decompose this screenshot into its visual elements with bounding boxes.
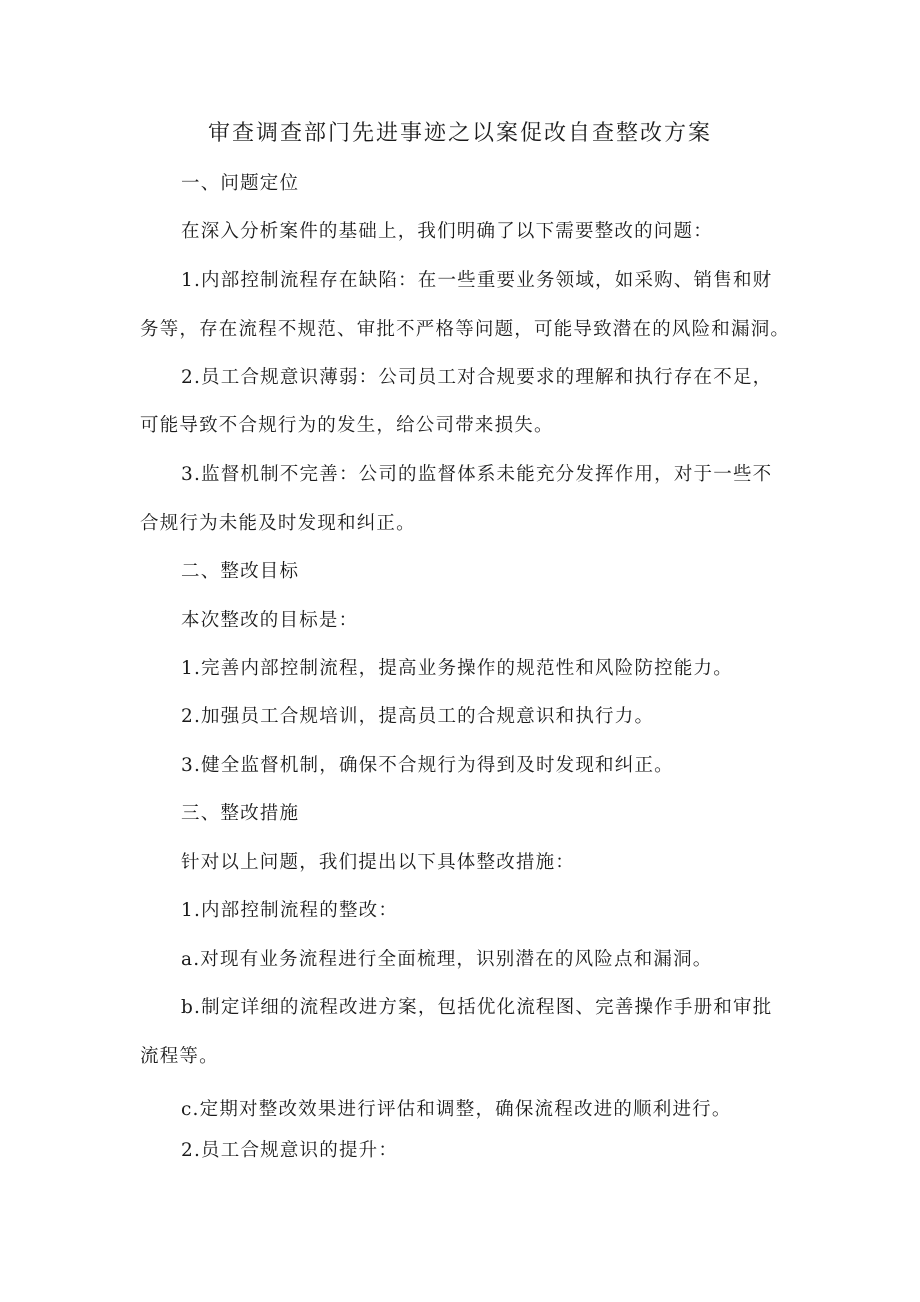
paragraph-line: 合规行为未能及时发现和纠正。 (140, 513, 416, 534)
paragraph-line: 针对以上问题，我们提出以下具体整改措施： (181, 852, 576, 873)
paragraph-line: 务等，存在流程不规范、审批不严格等问题，可能导致潜在的风险和漏洞。 (140, 319, 791, 340)
paragraph-line: a.对现有业务流程进行全面梳理，识别潜在的风险点和漏洞。 (181, 949, 713, 970)
paragraph-line: 流程等。 (140, 1046, 219, 1067)
paragraph-line: b.制定详细的流程改进方案，包括优化流程图、完善操作手册和审批 (181, 997, 773, 1018)
paragraph-line: 2.加强员工合规培训，提高员工的合规意识和执行力。 (181, 706, 655, 727)
paragraph-line: 1.内部控制流程的整改： (181, 900, 399, 921)
paragraph-line: 1.完善内部控制流程，提高业务操作的规范性和风险防控能力。 (181, 658, 733, 679)
paragraph-line: 可能导致不合规行为的发生，给公司带来损失。 (140, 415, 554, 436)
paragraph-line: 2.员工合规意识的提升： (181, 1140, 399, 1161)
section-heading-goal: 二、整改目标 (181, 561, 300, 582)
paragraph-line: 2.员工合规意识薄弱：公司员工对合规要求的理解和执行存在不足， (181, 367, 773, 388)
document-title: 审查调查部门先进事迹之以案促改自查整改方案 (207, 121, 712, 146)
paragraph-line: 本次整改的目标是： (181, 610, 359, 631)
paragraph-line: 3.监督机制不完善：公司的监督体系未能充分发挥作用，对于一些不 (181, 464, 773, 485)
paragraph-line: 在深入分析案件的基础上，我们明确了以下需要整改的问题： (181, 221, 713, 242)
paragraph-line: c.定期对整改效果进行评估和调整，确保流程改进的顺利进行。 (181, 1099, 732, 1120)
paragraph-line: 3.健全监督机制，确保不合规行为得到及时发现和纠正。 (181, 755, 674, 776)
paragraph-line: 1.内部控制流程存在缺陷：在一些重要业务领域，如采购、销售和财 (181, 270, 773, 291)
section-heading-problem: 一、问题定位 (181, 173, 300, 194)
section-heading-measures: 三、整改措施 (181, 803, 300, 824)
